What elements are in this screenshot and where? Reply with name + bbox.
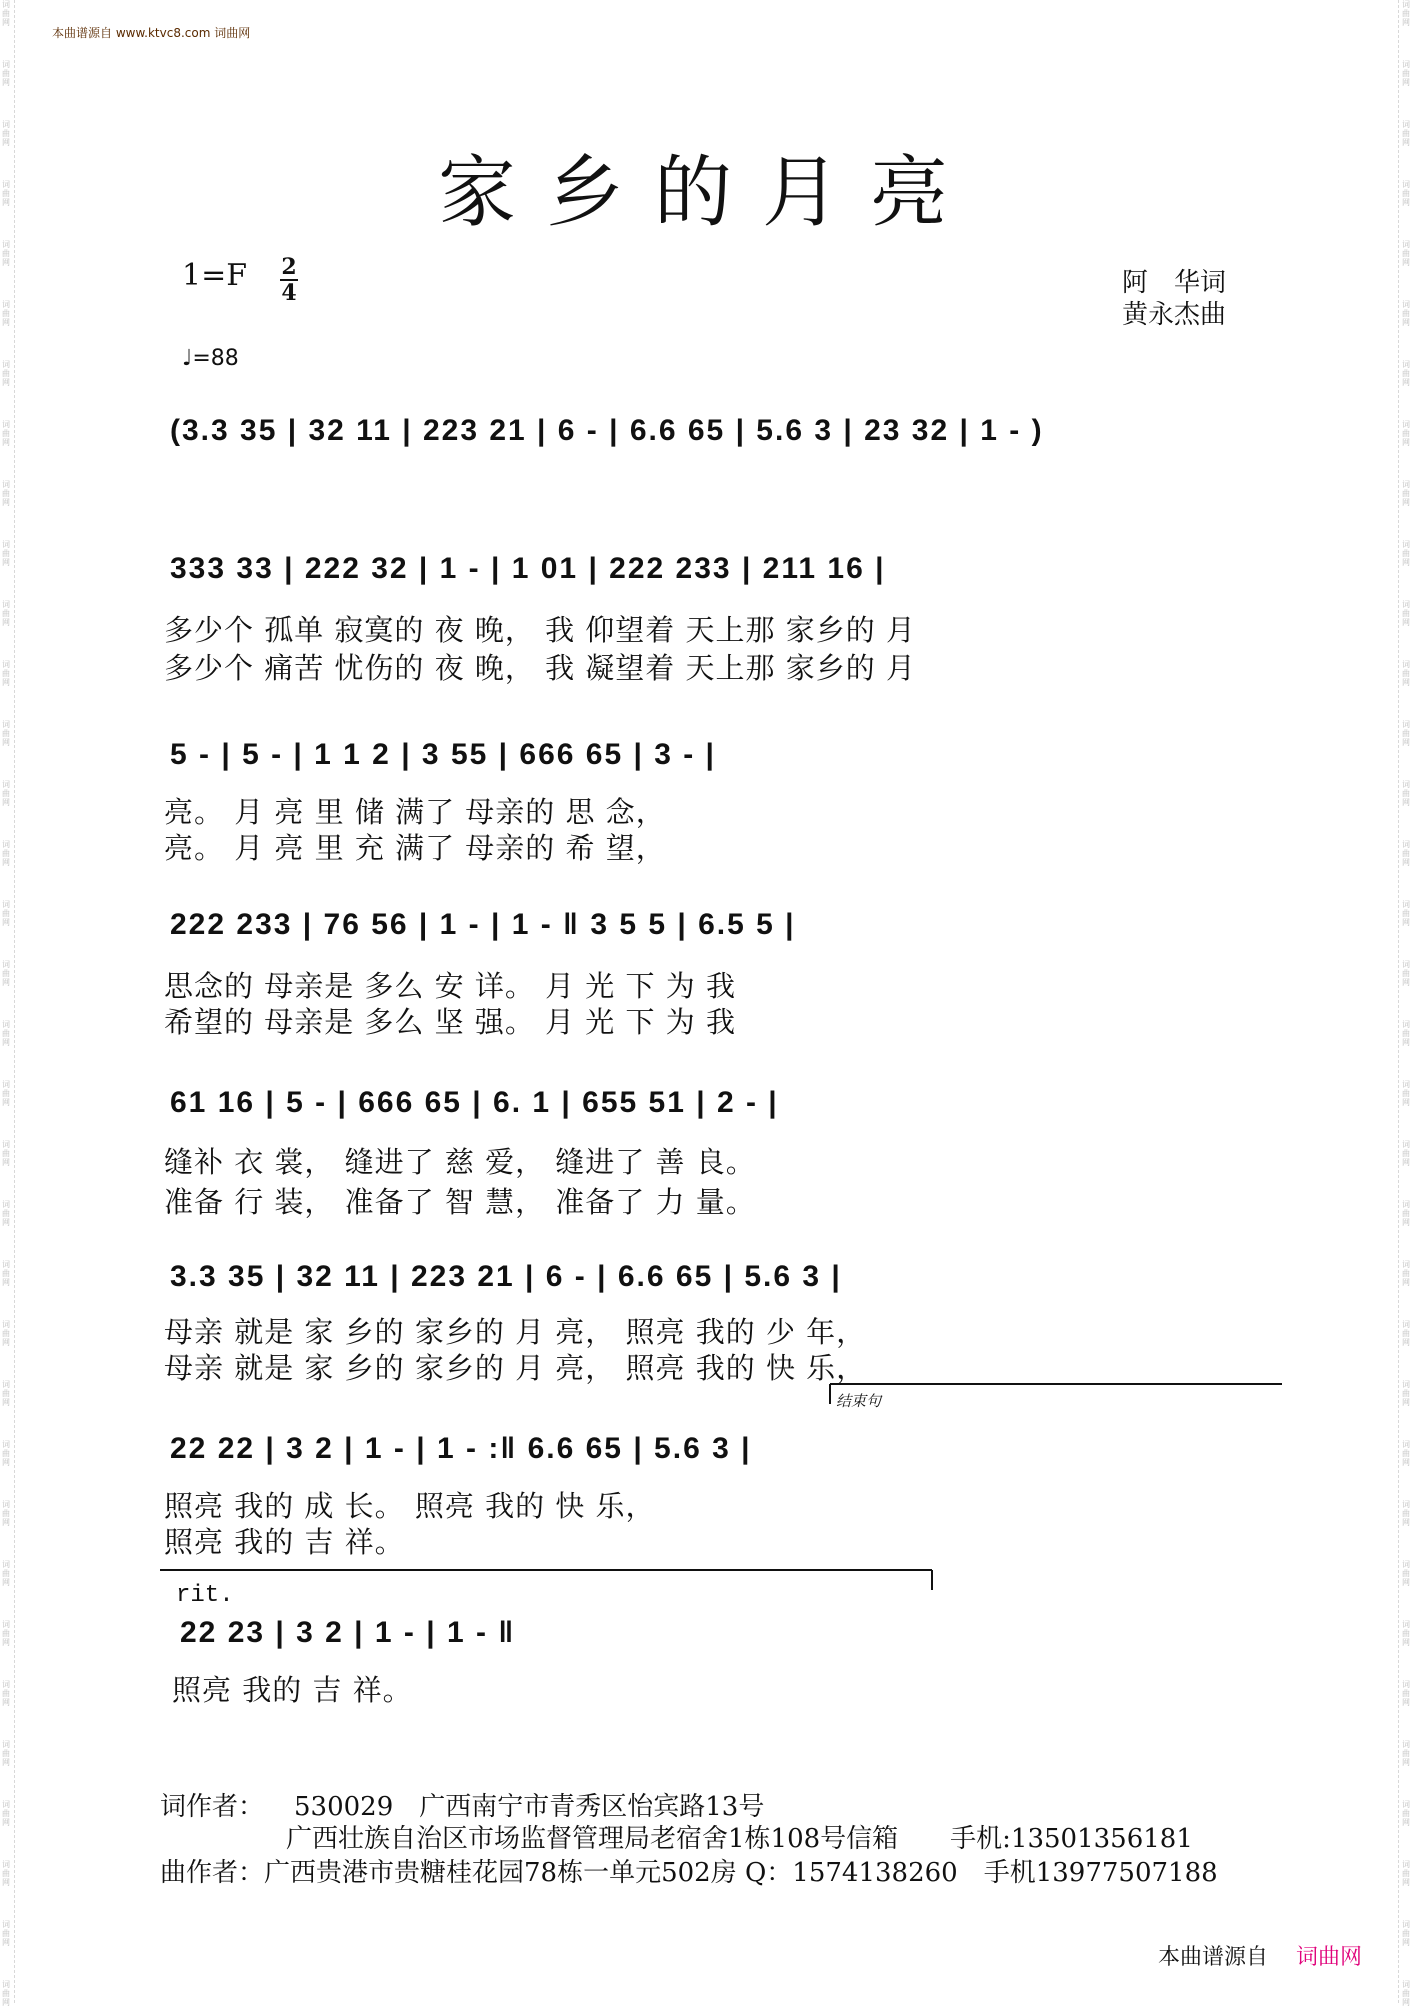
edge-watermark-text: 词 曲 网 xyxy=(1402,780,1410,807)
score-line-7: 22 23 | 3 2 | 1 - | 1 - ‖ xyxy=(180,1616,516,1649)
score-line-5: 3.3 35 | 32 11 | 223 21 | 6 - | 6.6 65 | 5.6 3 | xyxy=(170,1260,842,1293)
score-line-3: 222 233 | 76 56 | 1 - | 1 - ‖ 3 5 5 | 6.5 5 | xyxy=(170,908,796,941)
edge-watermark-text: 词 曲 网 xyxy=(1402,180,1410,207)
edge-watermark-text: 词 曲 网 xyxy=(2,1740,10,1767)
lyric-line-7: 照亮 我的 吉 祥。 xyxy=(172,1673,413,1707)
edge-watermark-text: 词 曲 网 xyxy=(1402,660,1410,687)
edge-watermark-text: 词 曲 网 xyxy=(2,1680,10,1707)
lyric-line-1a: 多少个 孤单 寂寞的 夜 晚， 我 仰望着 天上那 家乡的 月 xyxy=(164,613,916,647)
edge-watermark-text: 词 曲 网 xyxy=(2,60,10,87)
edge-watermark-text: 词 曲 网 xyxy=(2,660,10,687)
edge-watermark-text: 词 曲 网 xyxy=(2,420,10,447)
edge-watermark-text: 词 曲 网 xyxy=(2,1980,10,2007)
edge-watermark-text: 词 曲 网 xyxy=(1402,1080,1410,1107)
edge-watermark-text: 词 曲 网 xyxy=(1402,840,1410,867)
lyric-line-6a: 照亮 我的 成 长。 照亮 我的 快 乐， xyxy=(164,1489,656,1523)
edge-watermark-text: 词 曲 网 xyxy=(1402,1860,1410,1887)
source-header: 本曲谱源自 www.ktvc8.com 词曲网 xyxy=(52,26,251,40)
ritardando-mark: rit. xyxy=(176,1582,234,1609)
composer-contact-line: 曲作者：广西贵港市贵糖桂花园78栋一单元502房 Q：1574138260 手机13977507188 xyxy=(160,1858,1218,1888)
edge-watermark-text: 词 曲 网 xyxy=(1402,1500,1410,1527)
edge-watermark-text: 词 曲 网 xyxy=(2,240,10,267)
edge-watermark-text: 词 曲 网 xyxy=(2,840,10,867)
edge-watermark-text: 词 曲 网 xyxy=(1402,1200,1410,1227)
edge-watermark-text: 词 曲 网 xyxy=(2,1800,10,1827)
ending-label: 结束句 xyxy=(836,1392,882,1410)
edge-watermark-text: 词 曲 网 xyxy=(2,1860,10,1887)
edge-watermark-text: 词 曲 网 xyxy=(2,300,10,327)
edge-watermark-text: 词 曲 网 xyxy=(1402,420,1410,447)
edge-watermark-text: 词 曲 网 xyxy=(2,480,10,507)
edge-watermark-text: 词 曲 网 xyxy=(2,960,10,987)
score-line-4: 61 16 | 5 - | 666 65 | 6. 1 | 655 51 | 2 - | xyxy=(170,1086,779,1119)
edge-watermark-text: 词 曲 网 xyxy=(2,720,10,747)
edge-watermark-text: 词 曲 网 xyxy=(1402,720,1410,747)
edge-watermark-text: 词 曲 网 xyxy=(1402,1380,1410,1407)
edge-watermark-text: 词 曲 网 xyxy=(2,360,10,387)
composer-credit: 黄永杰曲 xyxy=(1122,300,1227,330)
edge-watermark-text: 词 曲 网 xyxy=(1402,1320,1410,1347)
edge-watermark-text: 词 曲 网 xyxy=(2,1500,10,1527)
edge-watermark-text: 词 曲 网 xyxy=(1402,960,1410,987)
edge-watermark-text: 词 曲 网 xyxy=(1402,1020,1410,1047)
edge-watermark-text: 词 曲 网 xyxy=(2,900,10,927)
lyric-line-3a: 思念的 母亲是 多么 安 详。 月 光 下 为 我 xyxy=(164,969,736,1003)
edge-watermark-text: 词 曲 网 xyxy=(1402,900,1410,927)
edge-watermark-text: 词 曲 网 xyxy=(1402,1260,1410,1287)
lyric-line-5a: 母亲 就是 家 乡的 家乡的 月 亮， 照亮 我的 少 年， xyxy=(164,1315,867,1349)
lyric-line-1b: 多少个 痛苦 忧伤的 夜 晚， 我 凝望着 天上那 家乡的 月 xyxy=(164,651,916,685)
lyricist-contact-line2: 广西壮族自治区市场监督管理局老宿舍1栋108号信箱 手机:13501356181 xyxy=(286,1824,1193,1854)
edge-watermark-text: 词 曲 网 xyxy=(1402,1920,1410,1947)
lyric-line-2a: 亮。 月 亮 里 储 满了 母亲的 思 念， xyxy=(164,795,666,829)
edge-watermark-text: 词 曲 网 xyxy=(2,120,10,147)
lyric-line-2b: 亮。 月 亮 里 充 满了 母亲的 希 望， xyxy=(164,831,666,865)
edge-watermark-text: 词 曲 网 xyxy=(2,1140,10,1167)
edge-watermark-text: 词 曲 网 xyxy=(2,180,10,207)
tempo-mark: ♩=88 xyxy=(182,346,239,371)
edge-watermark-text: 词 曲 网 xyxy=(1402,1740,1410,1767)
lyric-line-4a: 缝补 衣 裳， 缝进了 慈 爱， 缝进了 善 良。 xyxy=(164,1145,756,1179)
edge-watermark-text: 词 曲 网 xyxy=(1402,120,1410,147)
edge-watermark-text: 词 曲 网 xyxy=(2,540,10,567)
edge-watermark-text: 词 曲 网 xyxy=(2,1920,10,1947)
edge-watermark-text: 词 曲 网 xyxy=(1402,1140,1410,1167)
lyricist-contact-line1: 530029 广西南宁市青秀区怡宾路13号 xyxy=(294,1792,765,1822)
lyric-line-4b: 准备 行 装， 准备了 智 慧， 准备了 力 量。 xyxy=(164,1185,756,1219)
edge-watermark-text: 词 曲 网 xyxy=(2,1380,10,1407)
edge-watermark-text: 词 曲 网 xyxy=(1402,600,1410,627)
edge-watermark-text: 词 曲 网 xyxy=(2,1080,10,1107)
footer-site-link[interactable]: 词曲网 xyxy=(1296,1945,1363,1970)
meter-bottom: 4 xyxy=(281,280,297,306)
lyric-line-3b: 希望的 母亲是 多么 坚 强。 月 光 下 为 我 xyxy=(164,1005,736,1039)
edge-watermark-text: 词 曲 网 xyxy=(1402,1560,1410,1587)
edge-watermark-text: 词 曲 网 xyxy=(1402,480,1410,507)
edge-watermark-text: 词 曲 网 xyxy=(2,780,10,807)
edge-watermark-text: 词 曲 网 xyxy=(1402,1620,1410,1647)
edge-watermark-text: 词 曲 网 xyxy=(1402,1680,1410,1707)
edge-watermark-text: 词 曲 网 xyxy=(1402,360,1410,387)
edge-watermark-text: 词 曲 网 xyxy=(2,1620,10,1647)
intro-line: (3.3 35 | 32 11 | 223 21 | 6 - | 6.6 65 | 5.6 3 | 23 32 | 1 - ) xyxy=(170,414,1044,447)
lyric-line-6b: 照亮 我的 吉 祥。 xyxy=(164,1525,405,1559)
song-title: 家乡的月亮 xyxy=(438,148,979,238)
edge-watermark-text: 词 曲 网 xyxy=(1402,300,1410,327)
edge-watermark-text: 词 曲 网 xyxy=(2,1200,10,1227)
key-signature: 1=F xyxy=(182,258,248,293)
meter-top: 2 xyxy=(281,254,297,280)
edge-watermark-text: 词 曲 网 xyxy=(2,1560,10,1587)
edge-watermark-text: 词 曲 网 xyxy=(1402,1980,1410,2007)
edge-watermark-text: 词 曲 网 xyxy=(1402,240,1410,267)
edge-watermark-text: 词 曲 网 xyxy=(2,1320,10,1347)
lyricist-credit: 阿 华词 xyxy=(1122,268,1227,298)
footer-source: 本曲谱源自 xyxy=(1158,1945,1269,1970)
score-line-1: 333 33 | 222 32 | 1 - | 1 01 | 222 233 | 211 16 | xyxy=(170,552,886,585)
edge-watermark-text: 词 曲 网 xyxy=(1402,60,1410,87)
edge-watermark-text: 词 曲 网 xyxy=(2,1020,10,1047)
edge-watermark-text: 词 曲 网 xyxy=(2,0,10,27)
edge-watermark-text: 词 曲 网 xyxy=(2,1260,10,1287)
lyricist-contact-label: 词作者： xyxy=(160,1792,265,1822)
edge-watermark-text: 词 曲 网 xyxy=(2,1440,10,1467)
lyric-line-5b: 母亲 就是 家 乡的 家乡的 月 亮， 照亮 我的 快 乐， xyxy=(164,1351,867,1385)
edge-watermark-text: 词 曲 网 xyxy=(1402,1440,1410,1467)
edge-watermark-text: 词 曲 网 xyxy=(1402,1800,1410,1827)
edge-watermark-text: 词 曲 网 xyxy=(1402,540,1410,567)
score-line-6: 22 22 | 3 2 | 1 - | 1 - :‖ 6.6 65 | 5.6 3 | xyxy=(170,1432,752,1465)
score-line-2: 5 - | 5 - | 1 1 2 | 3 55 | 666 65 | 3 - | xyxy=(170,738,716,771)
edge-watermark-text: 词 曲 网 xyxy=(2,600,10,627)
edge-watermark-text: 词 曲 网 xyxy=(1402,0,1410,27)
